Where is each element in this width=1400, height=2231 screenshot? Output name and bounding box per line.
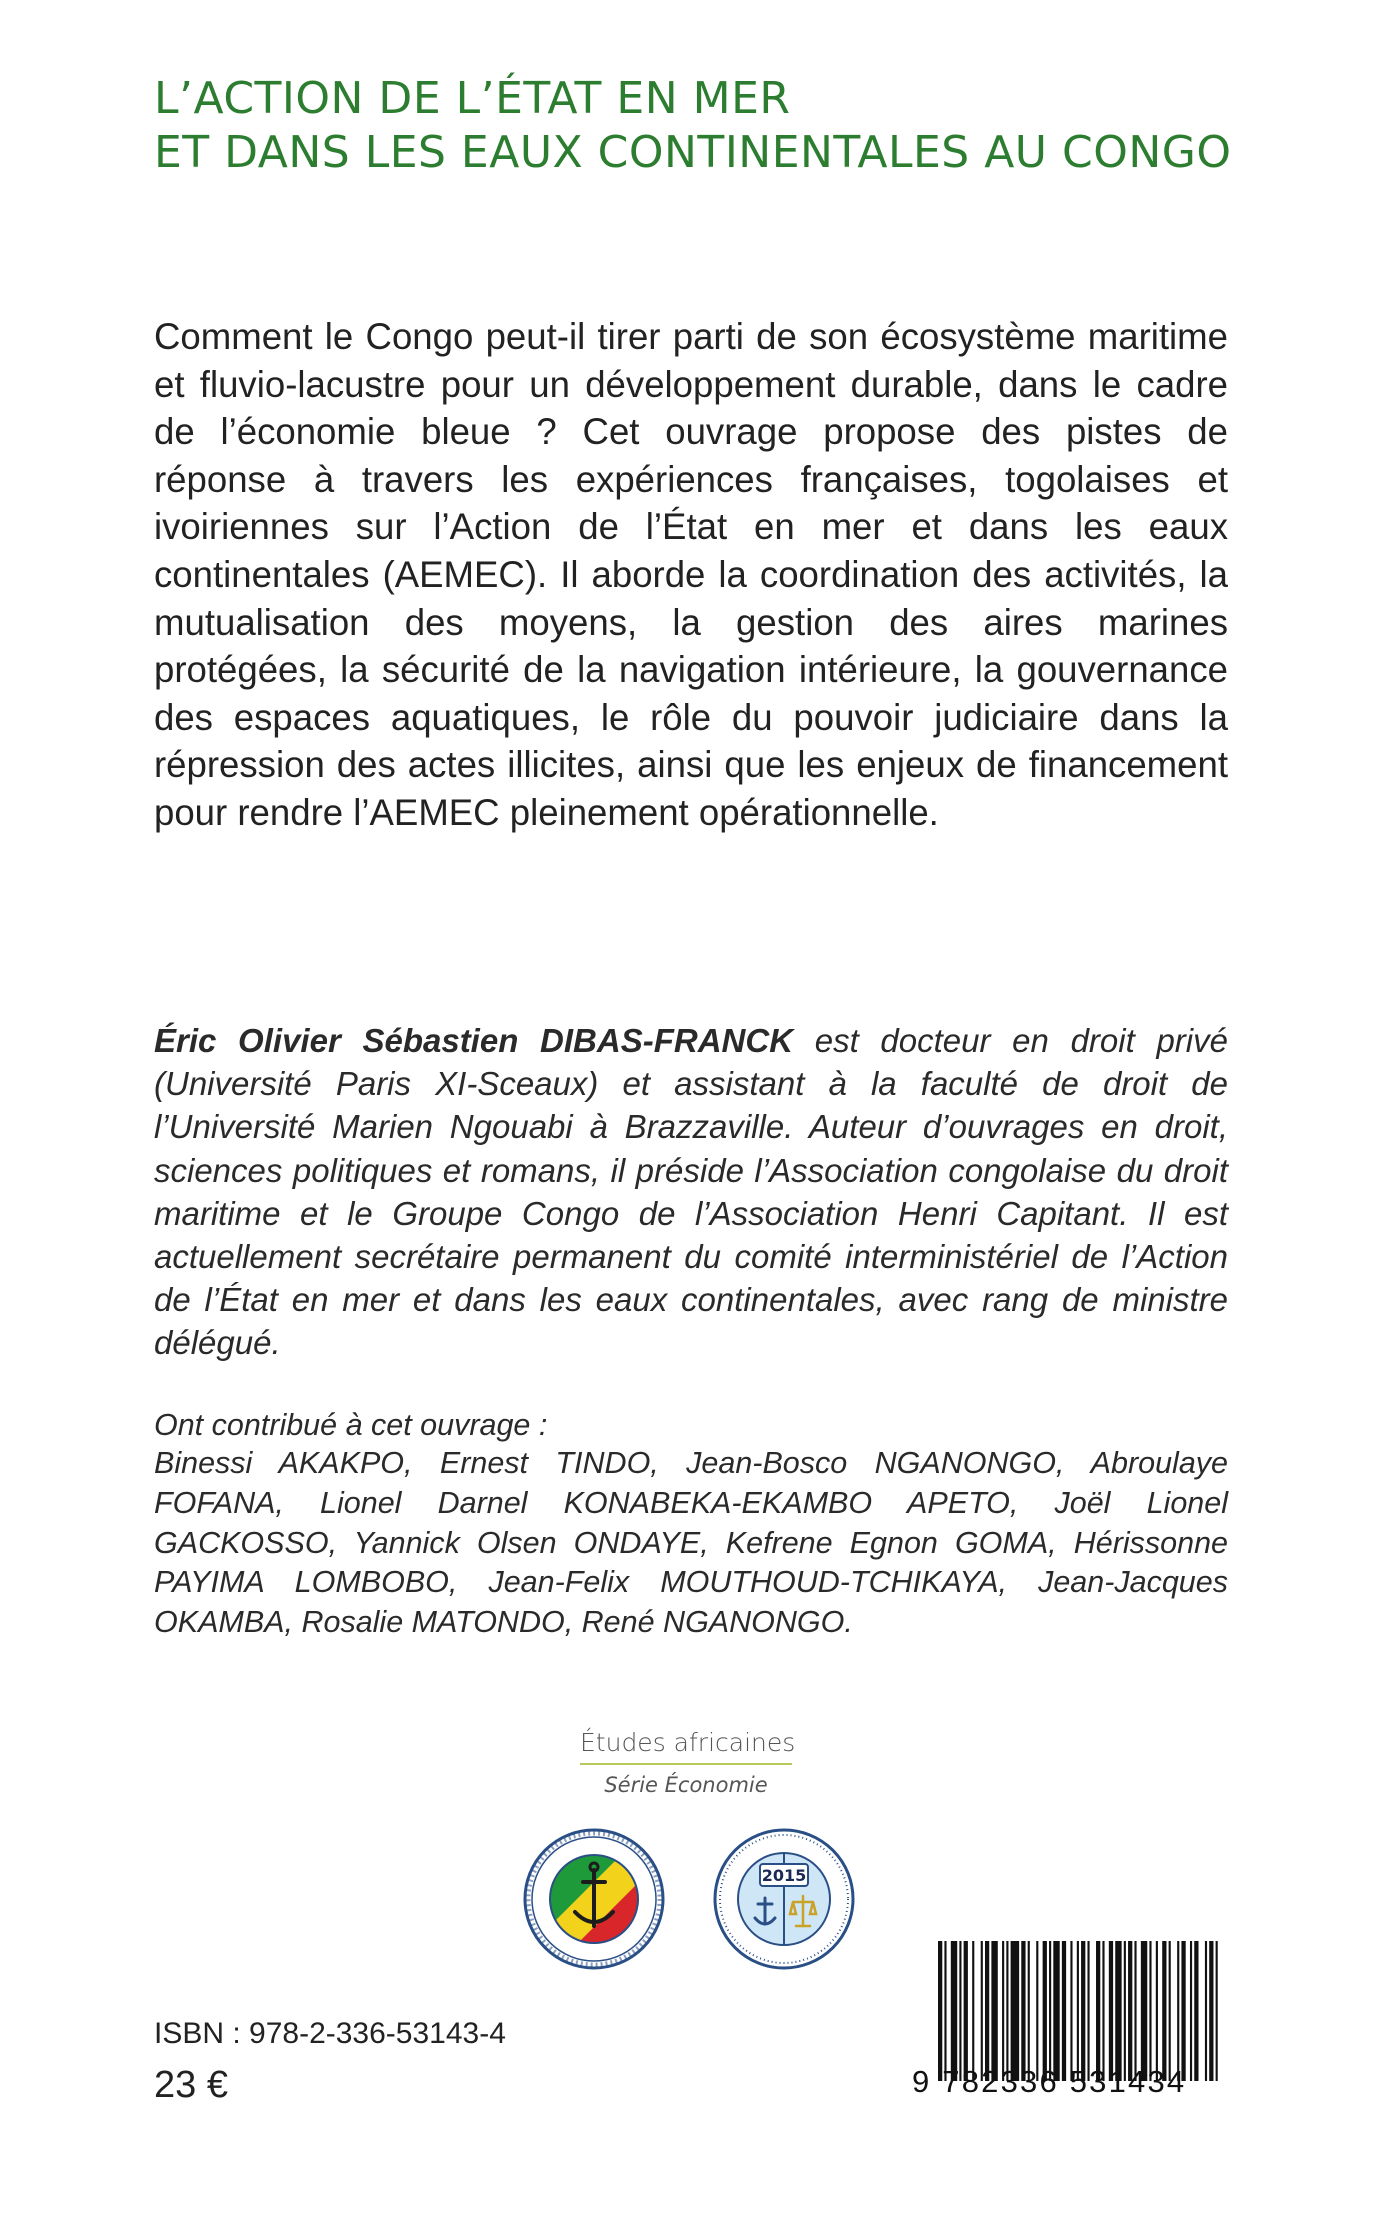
barcode-bar (1049, 1941, 1051, 2081)
acodm-seal-icon (713, 1828, 855, 1970)
barcode-bar (951, 1941, 957, 2081)
barcode-bar (1096, 1941, 1100, 2081)
barcode-bar (964, 1941, 968, 2081)
acodm-seal-year: 2015 (761, 1866, 807, 1885)
barcode-bar (981, 1941, 983, 2081)
barcode-bar (1181, 1941, 1185, 2081)
barcode-bar (1043, 1941, 1047, 2081)
barcode-bar (1011, 1941, 1020, 2081)
book-summary: Comment le Congo peut-il tirer parti de son écosystème maritime et fluvio-lacustre pour un développement durable, dans le cadre de l’économie bleue ? Cet ouvrage propose des pistes de réponse à travers les expériences françaises, togolaises et ivoiriennes sur l’Action de l’État en mer et dans les eaux continentales (AEMEC). Il aborde la coordination des activités, la mutualisation des moyens, la gestion des aires marines protégées, la sécurité de la navigation intérieure, la gouvernance des espaces aquatiques, le rôle du pouvoir judiciaire dans la répression des actes illicites, ainsi que les enjeux de financement pour rendre l’AEMEC pleinement opérationnelle. (154, 316, 1228, 833)
aemec-seal-icon (523, 1828, 665, 1970)
barcode-bar (1109, 1941, 1113, 2081)
barcode-bar (1053, 1941, 1059, 2081)
barcode-bar (972, 1941, 974, 2081)
barcode-bar (1216, 1941, 1218, 2081)
title-line-2: ET DANS LES EAUX CONTINENTALES AU CONGO (154, 127, 1232, 178)
series-divider (580, 1763, 792, 1765)
barcode-bar (1149, 1941, 1151, 2081)
barcode-bar (1081, 1941, 1085, 2081)
barcode-bar (938, 1941, 942, 2081)
barcode-digits: 9 782336 531434 (912, 2064, 1187, 2099)
author-bio (154, 1019, 1228, 1365)
barcode-bar (1021, 1941, 1025, 2081)
contributors-heading: Ont contribué à cet ouvrage : (154, 1408, 548, 1442)
title-line-1: L’ACTION DE L’ÉTAT EN MER (154, 73, 791, 124)
barcode-bar (1077, 1941, 1079, 2081)
barcode-bar (944, 1941, 946, 2081)
barcode-bar (1115, 1941, 1121, 2081)
barcode (938, 1941, 1222, 2081)
barcode-bar (1124, 1941, 1126, 2081)
barcode-bar (1177, 1941, 1179, 2081)
barcode-bar (985, 1941, 989, 2081)
price-text: 23 € (154, 2064, 228, 2106)
barcode-bar (959, 1941, 961, 2081)
barcode-bar (1128, 1941, 1132, 2081)
barcode-bar (1062, 1941, 1066, 2081)
barcode-bar (991, 1941, 997, 2081)
barcode-bar (1087, 1941, 1089, 2081)
barcode-bar (1194, 1941, 1198, 2081)
series-subseries: Série Économie (604, 1773, 768, 1797)
barcode-bar (1036, 1941, 1038, 2081)
author-name: Éric Olivier Sébastien DIBAS-FRANCK (154, 1022, 794, 1059)
barcode-bar (1070, 1941, 1072, 2081)
barcode-bar (1102, 1941, 1104, 2081)
barcode-bar (1002, 1941, 1004, 2081)
barcode-bar (1156, 1941, 1158, 2081)
author-bio-text: est docteur en droit privé (Université Paris XI-Sceaux) et assistant à la faculté de droit de l’Université Marien Ngouabi à Brazzaville. Auteur d’ouvrages en droit, sciences politiques et romans, il préside l’Association congolaise du droit maritime et le Groupe Congo de l’Association Henri Capitant. Il est actuellement secrétaire permanent du comité interministériel de l’Action de l’État en mer et dans les eaux continentales, avec rang de ministre délégué. (154, 1022, 1228, 1362)
series-name: Études africaines (580, 1728, 796, 1757)
barcode-bar (1028, 1941, 1030, 2081)
barcode-bar (1209, 1941, 1213, 2081)
contributors-list: Binessi AKAKPO, Ernest TINDO, Jean-Bosco NGANONGO, Abroulaye FOFANA, Lionel Darnel KONABEKA-EKAMBO APETO, Joël Lionel GACKOSSO, Yannick Olsen ONDAYE, Kefrene Egnon GOMA, Hérissonne PAYIMA LOMBOBO, Jean-Felix MOUTHOUD-TCHIKAYA, Jean-Jacques OKAMBA, Rosalie MATONDO, René NGANONGO. (154, 1446, 1228, 1640)
barcode-bar (1190, 1941, 1192, 2081)
barcode-bar (1162, 1941, 1166, 2081)
barcode-bar (1169, 1941, 1171, 2081)
barcode-bar (1134, 1941, 1136, 2081)
isbn-text: ISBN : 978-2-336-53143-4 (154, 2017, 506, 2050)
barcode-bar (1205, 1941, 1207, 2081)
series-logo (580, 1728, 796, 1797)
barcode-bar (1141, 1941, 1147, 2081)
barcode-bar (1006, 1941, 1008, 2081)
book-title (154, 72, 1304, 180)
